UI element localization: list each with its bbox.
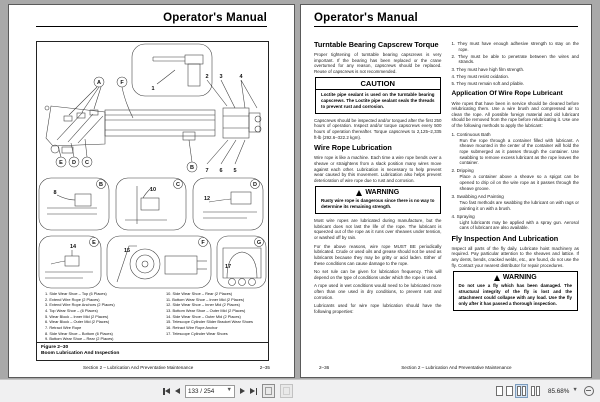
bubble-letter-g: G [256,240,262,247]
zoom-out-icon[interactable] [584,386,594,396]
page-title: Operator's Manual [163,12,267,24]
previous-page-icon [175,388,180,394]
diagram-number-7: 7 [205,168,209,174]
page-number-input[interactable] [185,385,235,398]
heading-turntable: Turntable Bearing Capscrew Torque [314,40,439,49]
figure-callout-lists [37,290,268,342]
caution-box [315,77,441,113]
callout-item: 7. Retract Wire Rope [45,324,82,330]
callout-item: 8. Side Wear Shoe – Bottom (6 Places) [45,330,113,336]
callout-item: 11. Bottom Wear Shoe – Inner Mid (2 Places) [166,296,245,302]
paragraph: Capscrews should be inspected and/or torqued after the first 250 hours of operation. Inspect and/or torque capscrews every 500 hours of operation thereafter. Torque capscrews to 2,125–2,335 ft-lb (292.6–322.2 kgm). [314,117,442,140]
callout-item: 9. Bottom Wear Shoe – Rear (2 Places) [45,336,114,342]
method-title: 2. Dripping [451,168,474,174]
diagram-number-1: 1 [151,86,155,92]
paragraph: Proper tightening of turntable bearing capscrews is very important. If the bearing has been replaced or the crane overturned for any reason, capscrews should be replaced. Reuse of capscrews is not recommended. [314,51,442,74]
diagram-letter-f: F [120,80,124,87]
callout-item: 4. Top Wear Shoe – (6 Places) [45,307,98,313]
diagram-letter-d: D [72,160,76,167]
document-page-left [8,4,295,378]
paragraph: Lubricants used for wire rope lubrication should have the following properties: [314,303,442,314]
property-item: 3. They must have high film strength. [451,66,525,72]
bottom-toolbar [0,379,600,402]
previous-page-button[interactable] [175,388,180,394]
bubble-letter-e: E [92,240,96,247]
figure-caption-subtitle: Boom Lubrication And Inspection [41,351,120,357]
diagram-letter-b: B [190,165,194,172]
title-rule [36,26,267,27]
bubble-letter-c: C [176,182,180,189]
callout-item: 15. Telescope Cylinder Slider Bracket Wear Shoes [166,319,254,325]
diagram-letter-c: C [85,160,89,167]
heading-fly: Fly Inspection And Lubrication [451,233,559,243]
callout-item: 17. Telescope Cylinder Wear Shoes [166,330,228,336]
bubble-letter-b: B [99,182,103,189]
warning-triangle-icon [494,275,500,281]
callout-item: 6. Wear Block – Outer Mid (2 Places) [45,319,110,325]
method-body: Light lubricants may be applied with a spray gun. Aerosol cans of lubricant are also available. [459,219,579,231]
bubble-number-12: 12 [203,196,211,202]
last-page-button[interactable] [250,388,257,395]
diagram-letter-e: E [59,160,63,167]
method-body: Two fast methods are swabbing the lubricant on with rags or painting it on with a brush. [459,199,579,211]
caution-title: CAUTION [316,78,440,90]
warning-box-fly [453,271,579,310]
property-item: 2. They must be able to penetrate between the wires and strands. [451,53,579,65]
chevron-down-icon[interactable]: ▼ [226,387,232,394]
callout-item: 5. Wear Block – Inner Mid (2 Places) [45,313,109,319]
warning-title: WARNING [365,189,400,197]
two-page-view-icon[interactable] [516,385,527,397]
warning-body: Rusty wire rope is dangerous since there is no way to determine its remaining strength. [321,198,435,210]
paragraph: Wire ropes that have been in service should be cleaned before relubricating them. Use a wire brush and compressed air to clean the rope. All possible foreign material and old lubricant should be removed from the rope before relubricating it. Use one of the following methods to apply the lubricant: [451,100,579,129]
footer-section-text: Section 2 – Lubrication And Preventative Maintenance [83,365,194,370]
next-page-icon [240,388,245,394]
warning-body: Do not use a fly which has been damaged. The structural integrity of the fly is lost and the attachment could collapse with any load. Use the fly only after it has passed a thorough inspection. [458,283,572,306]
method-body: Run the rope through a container filled with lubricant. A sheave mounted in the center of the container will hold the rope submerged as it passes through the container. Use swabbing to remove excess lubricant as the rope leaves the container. [459,137,579,166]
diagram-number-6: 6 [219,168,223,174]
figure-caption-title: Figure 2–30 [41,344,69,350]
text-columns [314,41,579,357]
warning-title: WARNING [502,274,537,282]
callout-item: 13. Bottom Wear Shoe – Outer Mid (2 Places) [166,307,246,313]
property-item: 5. They must remain soft and pliable. [451,80,525,86]
method-body: Place a container above a sheave so a spigot can be opened to drip oil on the wire rope as it passes through the sheave groove. [459,174,579,191]
view-and-zoom-controls [496,380,600,402]
boom-diagram [37,42,268,290]
bubble-number-8: 8 [53,190,57,196]
page-footer-right [301,365,591,370]
first-page-button[interactable] [163,388,170,395]
paragraph: A rope used in wet conditions would need to be lubricated more often than one used in dry conditions, to prevent rust and corrosion. [314,283,442,300]
bubble-letter-d: D [253,182,257,189]
diagram-letter-a: A [97,80,101,87]
footer-page-number: 2–35 [259,365,270,370]
footer-page-number: 2–36 [319,365,330,370]
bubble-letter-f: F [201,240,205,247]
previous-view-button[interactable] [262,384,275,398]
paragraph: No set rule can be given for lubrication frequency. This will depend on the type of conditions under which the rope is used. [314,269,442,280]
diagram-number-3: 3 [219,74,223,80]
paragraph: For the above reasons, wire rope MUST BE periodically lubricated. Crude or used oils and grease should not be used as lubricants because they may be gritty or acid laden. Either of these conditions can cause damage to the rope. [314,243,442,266]
warning-triangle-icon [356,190,362,196]
last-page-icon [250,388,255,394]
paragraph: Wire rope is like a machine. Each time a wire rope bends over a sheave or straightens from a slack position many wires move against each other. Lubrication is necessary to help prevent wear caused by this movement. Lubrication also helps prevent deterioration of wire rope due to rust and corrosion. [314,155,442,183]
bubble-number-15: 15 [123,248,131,254]
heading-application: Application Of Wire Rope Lubricant [451,90,563,98]
column-2 [452,41,580,357]
page-number-value: 133 / 254 [188,387,215,395]
page-title: Operator's Manual [314,12,418,24]
continuous-view-icon[interactable] [506,386,513,396]
heading-wire-rope: Wire Rope Lubrication [314,143,392,153]
document-page-right [300,4,592,378]
warning-box-wire-rope [315,186,441,214]
title-rule [314,26,578,27]
method-title: 4. Spraying [451,213,475,219]
diagram-number-4: 4 [239,74,243,80]
caution-body: Loctite pipe sealant is used on the turntable bearing capscrews. The Loctite pipe sealant seals the threads to prevent rust and corrosion. [321,92,435,110]
paragraph: Most wire ropes are lubricated during manufacture, but the lubricant does not last the life of the rope. The lubricant is squeezed out of the rope as it runs over sheaves under tension, or washed off by rain. [314,218,442,240]
paragraph: Inspect all parts of the fly daily. Lubricate hoist machinery as required. Pay particular attention to the sheaves and lattice. If any dents, bends, cracked welds, etc., are found, do not use the fly. Contact your nearest distributor for repair procedures. [451,245,579,268]
figure-caption [37,342,268,360]
zoom-level-value[interactable]: 85.68% [548,387,570,395]
zoom-dropdown-icon[interactable]: ▼ [572,387,578,394]
bubble-number-10: 10 [149,187,157,193]
method-title: 3. Swabbing And Painting [451,193,504,199]
callout-item: 1. Side Wear Shoe – Top (6 Places) [45,291,107,296]
first-page-icon [165,388,170,394]
page-footer-left [9,365,294,370]
diagram-number-5: 5 [233,168,237,174]
callout-item: 3. Extend Wire Rope Anchors (2 Places) [45,302,115,308]
callout-item: 14. Side Wear Shoe – Outer Mid (2 Places) [166,313,241,319]
next-view-button[interactable] [280,384,293,398]
property-item: 4. They must resist oxidation. [451,73,510,79]
diagram-number-2: 2 [205,74,209,80]
figure-box [36,41,269,361]
property-item: 1. They must have enough adhesive strength to stay on the rope. [451,41,579,52]
callout-list-right [166,291,266,342]
callout-item: 12. Side Wear Shoe – Inner Mid (2 Places) [166,302,240,308]
two-page-continuous-view-icon[interactable] [530,385,541,397]
single-page-view-icon[interactable] [496,386,503,396]
bubble-number-14: 14 [69,244,77,250]
callout-item: 2. Extend Wire Rope (2 Places) [45,296,100,302]
callout-item: 10. Side Wear Shoe – Rear (2 Places) [166,291,233,296]
page-navigation [163,380,293,402]
next-page-button[interactable] [240,388,245,394]
column-1 [314,41,442,357]
callout-list-left [45,291,161,342]
footer-section-text: Section 2 – Lubrication And Preventative Maintenance [401,365,512,370]
callout-item: 16. Retract Wire Rope Anchor [166,324,218,330]
bubble-number-17: 17 [224,264,232,270]
method-title: 1. Continuous Bath [451,131,491,137]
